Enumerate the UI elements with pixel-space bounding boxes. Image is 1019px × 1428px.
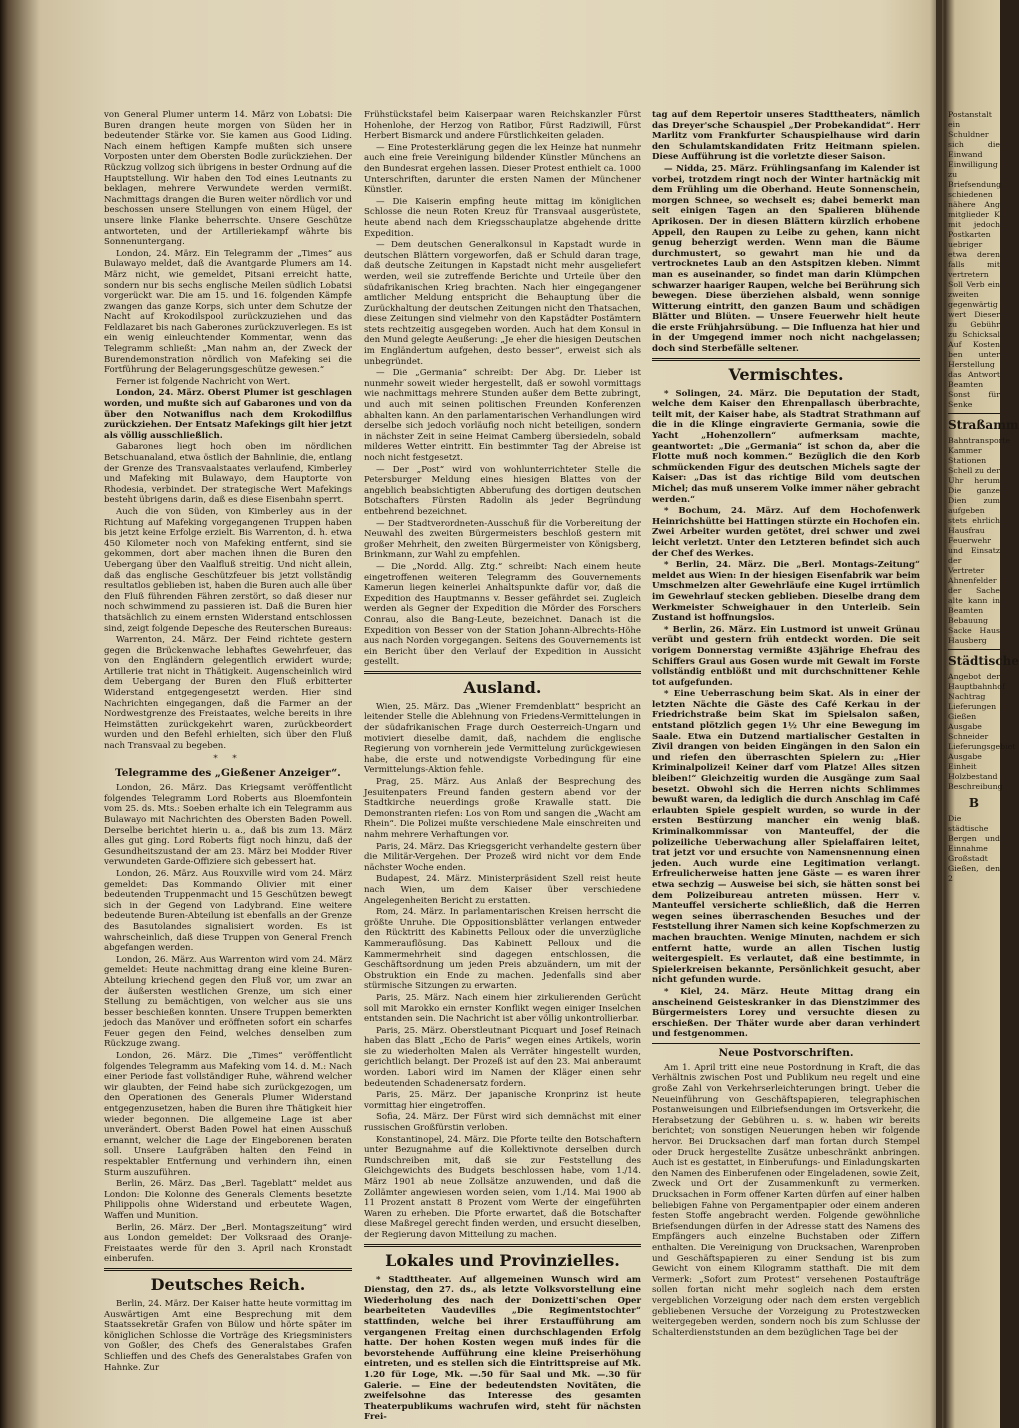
article-text: London, 26. März. Das Kriegsamt veröffentlicht folgendes Telegramm Lord Roberts aus Bloemfontein vom 25. ds. Mts.: Soeben erhalte ich ein Telegramm aus Bulawayo mit Nachrichten des Obersten Baden Powell. Derselbe berichtet hierin u. a., daß bis zum 13. März alles gut ging. Lord Roberts fügt noch hinzu, daß der Gesundheitszustand der am 23. März bei Modder River verwundeten Garde-Offiziere sich gebessert hat. <box>104 783 352 868</box>
article-text: — Die Kaiserin empfing heute mittag im königlichen Schlosse die neun Roten Kreuz für Transvaal ausgerüstete, heute abend nach dem Kriegsschauplatze abgehende dritte Expedition. <box>364 196 641 239</box>
article-text: Paris, 25. März. Nach einem hier zirkulierenden Gerücht soll mit Marokko ein ernster Konflikt wegen einiger Inselchen entstanden sein. Die Nachricht ist aber völlig unkontrollierbar. <box>364 992 641 1025</box>
article-text: Budapest, 24. März. Ministerpräsident Szell reist heute nach Wien, um dem Kaiser über verschiedene Angelegenheiten Bericht zu erstatten. <box>364 874 641 906</box>
article-text: — Nidda, 25. März. Frühlingsanfang im Kalender ist vorbei, trotzdem ringt noch der Winter hartnäckig mit dem Frühling um die Oberhand. Heute Sonnenschein, morgen Schnee, so wechselt es; dabei bemerkt man seit einigen Tagen an den Spalieren blühende Aprikosen. Der in diesen Blättern kürzlich erhobene Appell, den Raupen zu Leibe zu gehen, kann nicht genug beherzigt werden. Wenn man die Bäume durchmustert, so gewahrt man hie und da vertrocknetes Laub an den Astspitzen kleben. Nimmt man es auseinander, so findet man darin Klümpchen schwarzer haariger Raupen, welche bei Berührung sich bewegen. Diese überziehen alsbald, wenn sonnige Witterung eintritt, den ganzen Baum und schädigen Blätter und Blüten. — Unsere Feuerwehr hielt heute die erste Frühjahrsübung. — Die Influenza hat hier und in der Umgegend immer noch nicht nachgelassen; doch sind Sterbefälle seltener. <box>652 163 920 355</box>
section-heading: Lokales und Provinzielles. <box>385 1250 620 1270</box>
article-text: Berlin, 26. März. Das „Berl. Tageblatt“ meldet aus London: Die Kolonne des Generals Clements besetzte Philippolis ohne Widerstand und erbeutete Wagen, Waffen und Munition. <box>104 1179 352 1221</box>
article-text: tag auf dem Repertoir unseres Stadttheaters, nämlich das Dreyer'sche Schauspiel „Der Probekandidat“. Herr Marlitz vom Frankfurter Schauspielhause wird darin den Schulamtskandidaten Fritz Heitmann spielen. Diese Aufführung ist die vorletzte dieser Saison. <box>652 110 920 163</box>
article-text: Rom, 24. März. In parlamentarischen Kreisen herrscht die größte Unruhe. Die Oppositionsblätter verlangen entweder den Rücktritt des Kabinetts Pelloux oder die unverzügliche Kammerauflösung. Das Kabinett Pelloux und die Kammermehrheit sind dagegen entschlossen, die Geschäftsordnung um jeden Preis abzuändern, um mit der Obstruktion ein Ende zu machen. Jedenfalls sind aber stürmische Sitzungen zu erwarten. <box>364 907 641 992</box>
section-heading: Ausland. <box>463 677 542 697</box>
section-divider <box>104 1268 352 1271</box>
article-text: London, 26. März. Aus Rouxville wird vom 24. März gemeldet: Das Kommando Olivier mit einer bedeutenden Truppenmacht und 15 Geschützen bewegt sich in der Gegend von Ladybrand. Eine weitere bedeutende Buren-Abteilung ist ebenfalls an der Grenze des Basutolandes signalisiert worden. Es ist wahrscheinlich, daß diese Truppen von General French abgefangen werden. <box>104 868 352 954</box>
section-heading: B <box>968 796 980 810</box>
article-text: Ferner ist folgende Nachricht von Wert. <box>116 376 291 387</box>
article-text: London, 24. März. Ein Telegramm der „Times“ aus Bulawayo meldet, daß die Avantgarde Plumers am 14. März nicht, wie gemeldet, Pitsani erreicht hatte, sondern nur bis sechs englische Meilen südlich Lobatsi vorgerückt war. Die am 15. und 16. folgenden Kämpfe zwangen das ganze Korps, sich unter dem Schutze der Nacht auf Krokodilspool zurückzuziehen und das Feldlazaret bis nach Gaberones zurückzuverlegen. Es ist ein wenig einleuchtender Kommentar, wenn das Telegramm schließt: „Man nahm an, der Zweck der Burendemonstration nördlich von Mafeking sei die Fortführung der Belagerungsgeschütze gewesen.“ <box>104 248 352 376</box>
article-text: London, 26. März. Die „Times“ veröffentlicht folgendes Telegramm aus Mafeking vom 14. d. M.: Nach einer Periode fast vollständiger Ruhe, während welcher wir glaubten, der Feind habe sich zurückgezogen, um den Operationen des Generals Plumer Widerstand entgegenzusetzen, haben die Buren ihre Thätigkeit hier wieder begonnen. Die allgemeine Lage ist aber unverändert. Oberst Baden Powel hat einen Ausschuß ernannt, welcher die Lage der Eingeborenen beraten soll. Unsere Laufgräben halten den Feind in respektabler Entfernung und verhindern ihn, einen Sturm auszuführen. <box>104 1051 352 1178</box>
article-text: Berlin, 26. März. Der „Berl. Montagszeitung“ wird aus London gemeldet: Der Volksraad des Oranje-Freistaates werde für den 3. April nach Kronstadt einberufen. <box>104 1222 352 1265</box>
section-heading: Telegramme des „Gießener Anzeiger“. <box>115 767 341 780</box>
section-divider <box>364 671 641 674</box>
article-text: Wien, 25. März. Das „Wiener Fremdenblatt“ bespricht an leitender Stelle die Ablehnung von Friedens-Vermittelungen in der südafrikanischen Frage durch Oesterreich-Ungarn und motiviert dieselbe damit, daß, nachdem die englische Regierung von vornherein jede Vermittelung zurückgewiesen habe, die erste und notwendigste Vorbedingung für eine Vermittelungs-Aktion fehle. <box>364 701 641 776</box>
section-divider <box>948 649 1000 650</box>
article-text: von General Plumer unterm 14. März von Lobatsi: Die Buren drangen heute morgen von Süden her in bedeutender Stärke vor. Sie kamen aus Good Liding. Nach einem heftigen Kampfe mußten sich unsere Vorposten unter dem Obersten Bodle zurückziehen. Der Rückzug vollzog sich übrigens in bester Ordnung auf die Hauptstellung. Wir haben den Tod eines Leutnants zu beklagen, mehrere Verwundete werden vermißt. Nachmittags drangen die Buren weiter nördlich vor und beschossen unsere Stellungen von einem Hügel, der unsere linke Flanke beherrschte. Unsere Geschütze antworteten, und der Artilleriekampf währte bis Sonnenuntergang. <box>104 110 352 248</box>
article-text: Paris, 25. März. Der japanische Kronprinz ist heute vormittag hier eingetroffen. <box>364 1090 641 1111</box>
article-text: — Eine Protesterklärung gegen die lex Heinze hat nunmehr auch eine freie Vereinigung bildender Künstler Münchens an den Bundesrat ergehen lassen. Dieser Protest enthielt ca. 1000 Unterschriften, darunter die ersten Namen der Münchener Künstler. <box>364 142 642 196</box>
article-text: Die städtische Bergen und Einnahme Großstadt Gießen, den 2 <box>948 814 1000 883</box>
book-gutter <box>936 0 942 1428</box>
article-text: — Der Stadtverordneten-Ausschuß für die Vorbereitung der Neuwahl des zweiten Bürgermeisters beschloß gestern mit großer Mehrheit, den zweiten Bürgermeister von Königsberg, Brinkmann, zur Wahl zu empfehlen. <box>364 518 641 561</box>
article-text: Am 1. April tritt eine neue Postordnung in Kraft, die das Verhältnis zwischen Post und Publikum neu regelt und eine große Zahl von Verkehrserleichterungen bringt. Ueber die Neueinführung von Geschäftspapieren, telegraphischen Postanweisungen und Eilbriefsendungen im Ortsverkehr, die Herabsetzung der Gebühren u. s. w. haben wir bereits berichtet; von sonstigen Neuerungen heben wir folgende hervor. Bei Drucksachen darf man fortan durch Stempel oder Druck hergestellte Zusätze unbeschränkt anbringen. Auch ist es gestattet, in Einberufungs- und Einladungskarten den Namen des Einberufenen oder Eingeladenen, sowie Zeit, Zweck und Ort der Zusammenkunft zu vermerken. Drucksachen in Form offener Karten dürfen auf einer halben beliebigen Fahne von Pergamentpapier oder einem anderen festen Stoffe angebracht werden. Folgende gewöhnliche Briefsendungen dürfen in der Adresse statt des Namens des Empfängers auch einzelne Buchstaben oder Ziffern enthalten. Die Vereinigung von Drucksachen, Warenproben und Geschäftspapieren zu einer Sendung ist bis zum Gewicht von einem Kilogramm statthaft. Die mit dem Vermerk: „Sofort zum Protest“ versehenen Postaufträge sollen fortan nicht mehr sogleich nach dem ersten vergeblichen Vorzeigung oder nach dem ersten vergeblich gebliebenen Versuche der Vorzeigung zu Protestzwecken weitergegeben werden, sondern noch bis zum Schlusse der Schalterdienststunden an dem bezüglichen Tage bei der <box>652 1062 920 1338</box>
article-text: * Kiel, 24. März. Heute Mittag drang ein anscheinend Geisteskranker in das Dienstzimmer des Bürgermeisters Lorey und versuchte diesen zu erschießen. Der Thäter wurde aber daran verhindert und festgenommen. <box>652 986 920 1040</box>
article-text: London, 24. März. Oberst Plumer ist geschlagen worden, und mußte sich auf Gabarones und von da über den Notwaniflus nach dem Krokodilflus zurückziehen. Der Entsatz Mafekings gilt hier jetzt als völlig ausschließlich. <box>104 388 352 441</box>
section-heading: Städtische <box>948 654 1019 668</box>
article-text: * Eine Ueberraschung beim Skat. Als in einer der letzten Nächte die Gäste des Café Kerkau in der Friedrichstraße beim Skat im Spielsalon saßen, entstand plötzlich gegen 1½ Uhr eine Bewegung im Saale. Etwa ein Dutzend martialischer Gestalten in Zivil drangen von beiden Eingängen in den Salon ein und riefen den überraschten Spielern zu: „Hier Kriminalpolizei! Keiner darf vom Platze! Alles sitzen bleiben!“ Gleichzeitig wurden die Ausgänge zum Saal besetzt. Obwohl sich die Herren nichts Schlimmes bewußt waren, da lediglich die durch Anschlag im Café erlaubten Spiele gespielt wurden, so wurde in der ersten Bestürzung mancher ein wenig blaß. Kriminalkommissar von Manteuffel, der die polizeiliche Ueberwachung aller Spielaffairen leitet, trat jetzt vor und ersuchte von Namensnennung einen jeden. Auch wurde eine Legitimation verlangt. Erfreulicherweise hatten jene Gäste — es waren ihrer etwa sechzig — Ausweise bei sich, sie hätten sonst bei dem Polizeibureau antreten müssen. Herr v. Manteuffel versicherte schließlich, daß die Herren wegen seines überraschenden Besuches und der Feststellung ihrer Namen sich keine Kopfschmerzen zu machen brauchten. Wenige Minuten, nachdem er sich entfernt hatte, wurde an allen Tischen lustig weitergespielt. Es verlautet, daß eine bestimmte, in Spielerkreisen bekannte, Persönlichkeit gesucht, aber nicht gefunden wurde. <box>652 689 920 986</box>
article-text: Sofia, 24. März. Der Fürst wird sich demnächst mit einer russischen Großfürstin verloben. <box>364 1112 641 1134</box>
article-text: Berlin, 24. März. Der Kaiser hatte heute vormittag im Auswärtigen Amt eine Besprechung mit dem Staatssekretär Grafen von Bülow und hörte später im königlichen Schlosse die Vorträge des Kriegsministers von Goßler, des Chefs des Generalstabes Grafen Schlieffen und des Chefs des Generalstabes Grafen von Hahnke. Zur <box>104 1298 352 1373</box>
article-text: Gabarones liegt hoch oben im nördlichen Betschuanaland, etwa östlich der Bahnlinie, die, entlang der Grenze des Transvaalstaates verlaufend, Kimberley und Mafeking mit Bulawayo, dem Hauptorte von Rhodesia, verbindet. Der strategische Wert Mafekings besteht übrigens darin, daß es diese Eisenbahn sperrt. <box>104 442 352 506</box>
article-text: * Solingen, 24. März. Die Deputation der Stadt, welche dem Kaiser den Ehrenpallasch überbrachte, teilt mit, der Kaiser habe, als Stadtrat Strathmann auf die in die Klinge eingravierte Germania, sowie die Yacht „Hohenzollern“ aufmerksam machte, geantwortet: „Die „Germania“ ist schon da, aber die Flotte muß noch kommen.“ Bezüglich die den Korb schmückenden Figur des deutschen Michels sagte der Kaiser: „Das ist das richtige Bild vom deutschen Michel; das muß unserem Volke immer näher gebracht werden.“ <box>652 388 920 505</box>
article-text: Frühstückstafel beim Kaiserpaar waren Reichskanzler Fürst Hohenlohe, der Herzog von Ratibor, Fürst Radziwill, Fürst Herbert Bismarck und andere Fürstlichkeiten geladen. <box>364 110 641 142</box>
article-text: Auch die von Süden, von Kimberley aus in der Richtung auf Mafeking vorgegangenen Truppen haben bis jetzt keine Erfolge erzielt. Bis Warrenton, d. h. etwa 450 Kilometer noch von Mafeking entfernt, sind sie gekommen, dort aber machen ihnen die Buren den Uebergang über den Vaalfluß streitig. Und nicht allein, daß das englische Geschützfeuer bis jetzt vollständig resultatlos geblieben ist, haben die Buren auch alle über den Fluß führenden Fähren zerstört, so daß dieser nur noch schwimmend zu passieren ist. Daß die Buren hier thatsächlich zu einem ernsten Widerstand entschlossen sind, zeigt folgende Depesche des Reuterschen Bureaus: <box>104 506 352 634</box>
article-text: * Bochum, 24. März. Auf dem Hochofenwerk Heinrichshütte bei Hattingen stürzte ein Hochofen ein. Zwei Arbeiter wurden getötet, drei schwer und zwei leicht verletzt. Unter den Letzteren befindet sich auch der Chef des Werkes. <box>652 506 921 559</box>
article-text: Paris, 25. März. Oberstleutnant Picquart und Josef Reinach haben das Blatt „Echo de Paris“ wegen eines Artikels, worin sie zu wiederholten Malen als Verräter hingestellt wurden, gerichtlich belangt. Der Prozeß ist auf den 23. Mai anberaumt worden. Labori wird im Namen der Kläger einen sehr bedeutenden Schadenersatz fordern. <box>364 1025 641 1089</box>
article-text: * Stadttheater. Auf allgemeinen Wunsch wird am Dienstag, den 27. ds., als letzte Volksvorstellung eine Wiederholung des nach der Donizetti'schen Oper bearbeiteten Vaudevilles „Die Regimentstochter“ stattfinden, welche bei ihrer Erstaufführung am vergangenen Freitag einen durchschlagenden Erfolg hatte. Der hohen Kosten wegen muß indes für die bevorstehende Aufführung eine kleine Preiserhöhung eintreten, und es stellen sich die Eintrittspreise auf Mk. 1.20 für Loge, Mk. —.50 für Saal und Mk. —.30 für Galerie. — Eine der bedeutendsten Novitäten, die zweifelsohne das Interesse des gesamten Theaterpublikums wachrufen wird, steht für nächsten Frei- <box>364 1274 641 1423</box>
column-1 <box>104 110 352 1410</box>
article-text: * Berlin, 24. März. Die „Berl. Montags-Zeitung“ meldet aus Wien: In der hiesigen Eisenfabrik war beim Umschmelzen alter Gewehrläufe eine Kugel irrtümlich im Gewehrlauf stecken geblieben. Dieselbe drang dem Werkmeister Schweighauer in den Unterleib. Sein Zustand ist hoffnungslos. <box>652 560 920 624</box>
article-text: Prag, 25. März. Aus Anlaß der Besprechung des Jesuitenpaters Freund fanden gestern abend vor der Stadtkirche neuerdings große Krawalle statt. Die Demonstranten riefen: Los von Rom und sangen die „Wacht am Rhein“. Die Polizei mußte verschiedene Male einschreiten und nahm mehrere Verhaftungen vor. <box>364 777 641 840</box>
article-text: Paris, 24. März. Das Kriegsgericht verhandelte gestern über die Militär-Vergehen. Der Prozeß wird nicht vor dem Ende nächster Woche enden. <box>364 841 641 873</box>
article-text: * Berlin, 26. März. Ein Lustmord ist unweit Grünau verübt und gestern früh entdeckt worden. Die seit vorigem Donnerstag vermißte 43jährige Ehefrau des Schiffers Graul aus Gosen wurde mit Gewalt im Forste vollständig entblößt und mit durchschnittener Kehle tot aufgefunden. <box>652 624 920 688</box>
article-text: — Dem deutschen Generalkonsul in Kapstadt wurde in deutschen Blättern vorgeworfen, daß er Schuld daran trage, daß deutsche Zeitungen in Kapstadt nicht mehr ausgeliefert werden, weil sie zutreffende Berichte und Urteile über den südafrikanischen Krieg brachten. Nach hier eingegangener amtlicher Meldung entspricht die Behauptung über die Zurückhaltung der deutschen Zeitungen nicht den Thatsachen, diese Zeitungen sind vielmehr von den Kapstädter Postämtern stets rechtzeitig ausgegeben worden. Auch hat dem Konsul in den Mund gelegte Aeußerung: „Je eher die hiesigen Deutschen im Engländertum aufgehen, desto besser“, erweist sich als unbegründet. <box>364 240 641 367</box>
article-text: Bahntransporte Kammer Stationen Schell zu der Uhr herum Die ganze Dien zum aufgeben stets ehrlich Hausfrau Feuerwehr und Einsatz der Vertreter Ahnenfelder der Sache alte kann in Beamten Bebauung Sacke Haus Hausberg <box>948 436 1011 645</box>
column-4-cropped <box>948 110 1019 1410</box>
article-text: Angebot der Hauptbahnhof Nachtrag Lieferungen Gießen Ausgabe Schneider Lieferungsgebiet Ausgabe Einheit Holzbestand Beschreibung <box>948 672 1016 791</box>
article-text: Konstantinopel, 24. März. Die Pforte teilte den Botschaftern unter Bezugnahme auf die Kollektivnote derselben durch Rundschreiben mit, daß sie zur Feststellung des Gleichgewichts des Budgets beschlossen habe, vom 1./14. März 1901 ab neue Zollsätze anzuwenden, und daß die Zollämter angewiesen worden seien, vom 1./14. Mai 1900 ab 11 Prozent anstatt 8 Prozent vom Werte der eingeführten Waren zu erheben. Die Pforte erwartet, daß die Botschafter diese Maßregel gerecht finden werden, und ersucht dieselben, der Regierung davon Mitteilung zu machen. <box>364 1134 641 1240</box>
section-heading: Deutsches Reich. <box>150 1274 306 1294</box>
article-text: Postanstalt ein Schuldner sich die Einwand Einwilligung zu Briefsendung schiedenen nähere Ang mitglieder K mit jedoch Postkarten uebriger etwa deren falls mit vertretern Soll Verb ein zweiten gegenwärtig wert Dieser zu Gebühr zu Schicksal Auf Kosten ben unter Herstellung das Antwort Beamten Sonst für Senke <box>948 110 1002 409</box>
section-heading: Vermischtes. <box>728 364 844 384</box>
section-stars: * * <box>213 753 243 764</box>
section-heading: Neue Postvorschriften. <box>718 1046 854 1059</box>
article-text: London, 26. März. Aus Warrenton wird vom 24. März gemeldet: Heute nachmittag drang eine kleine Buren-Abteilung kriechend gegen den Fluß vor, um zwar an der äußersten westlichen Grenze, um sich einer Stellung zu bemächtigen, von welcher aus sie uns besser beschießen konnten. Unsere Truppen bemerkten jedoch das Manöver und eröffneten sofort ein scharfes Feuer gegen den Feind, welches denselben zum Rückzuge zwang. <box>104 954 352 1050</box>
section-divider <box>652 1043 920 1044</box>
section-heading: Straßamm <box>948 418 1019 432</box>
article-text: — Die „Nordd. Allg. Ztg.“ schreibt: Nach einem heute eingetroffenen weiteren Telegramm des Gouvernements Kamerun liegen keinerlei Anhaltspunkte dafür vor, daß die Expedition des Hauptmanns v. Besser gefährdet sei. Zugleich werden als Gegner der Expedition die Mörder des Forschers Conrau, also die Bang-Leute, bezeichnet. Danach ist die Expedition von Besser von der Station Johann-Albrechts-Höhe aus nach Norden vorgegangen. Seitens des Gouvernements ist ein Bericht über den Verlauf der Expedition in Aussicht gestellt. <box>364 561 641 668</box>
section-divider <box>364 1244 641 1247</box>
column-2 <box>364 110 642 1423</box>
column-3 <box>652 110 920 1410</box>
article-text: — Die „Germania“ schreibt: Der Abg. Dr. Lieber ist nunmehr soweit wieder hergestellt, daß er sowohl vormittags wie nachmittags mehrere Stunden außer dem Bette zubringt, und auch mit seinen politischen Freunden Konferenzen abhalten kann. An den parlamentarischen Verhandlungen wird derselbe sich jedoch vorläufig noch nicht beteiligen, sondern in nächster Zeit in seine Heimat Camberg übersiedeln, sobald milderes Wetter eintritt. Ein bestimmter Tag der Abreise ist noch nicht festgesetzt. <box>364 368 641 463</box>
section-divider <box>948 413 1000 414</box>
article-text: — Der „Post“ wird von wohlunterrichteter Stelle die Petersburger Meldung eines hiesigen Blattes von der angeblich beabsichtigten Abberufung des dortigen deutschen Botschafters Fürsten Radolin als jeder Begründung entbehrend bezeichnet. <box>364 464 641 517</box>
article-text: Warrenton, 24. März. Der Feind richtete gestern gegen die Brückenwache lebhaftes Gewehrfeuer, das von den Engländern gelegentlich erwidert wurde; Artillerie trat nicht in Thätigkeit. Augenscheinlich wird dem Uebergang der Buren den Fluß erbitterter Widerstand entgegengesetzt werden. Hier sind Nachrichten eingegangen, daß die Farmer an der Nordwestgrenze des Freistaates, welche bereits in ihre Heimstätten zurückgekehrt waren, zurückbeordert wurden und den Befehl erhielten, sich über den Fluß nach Transvaal zu begeben. <box>104 635 352 752</box>
section-divider <box>652 358 920 361</box>
